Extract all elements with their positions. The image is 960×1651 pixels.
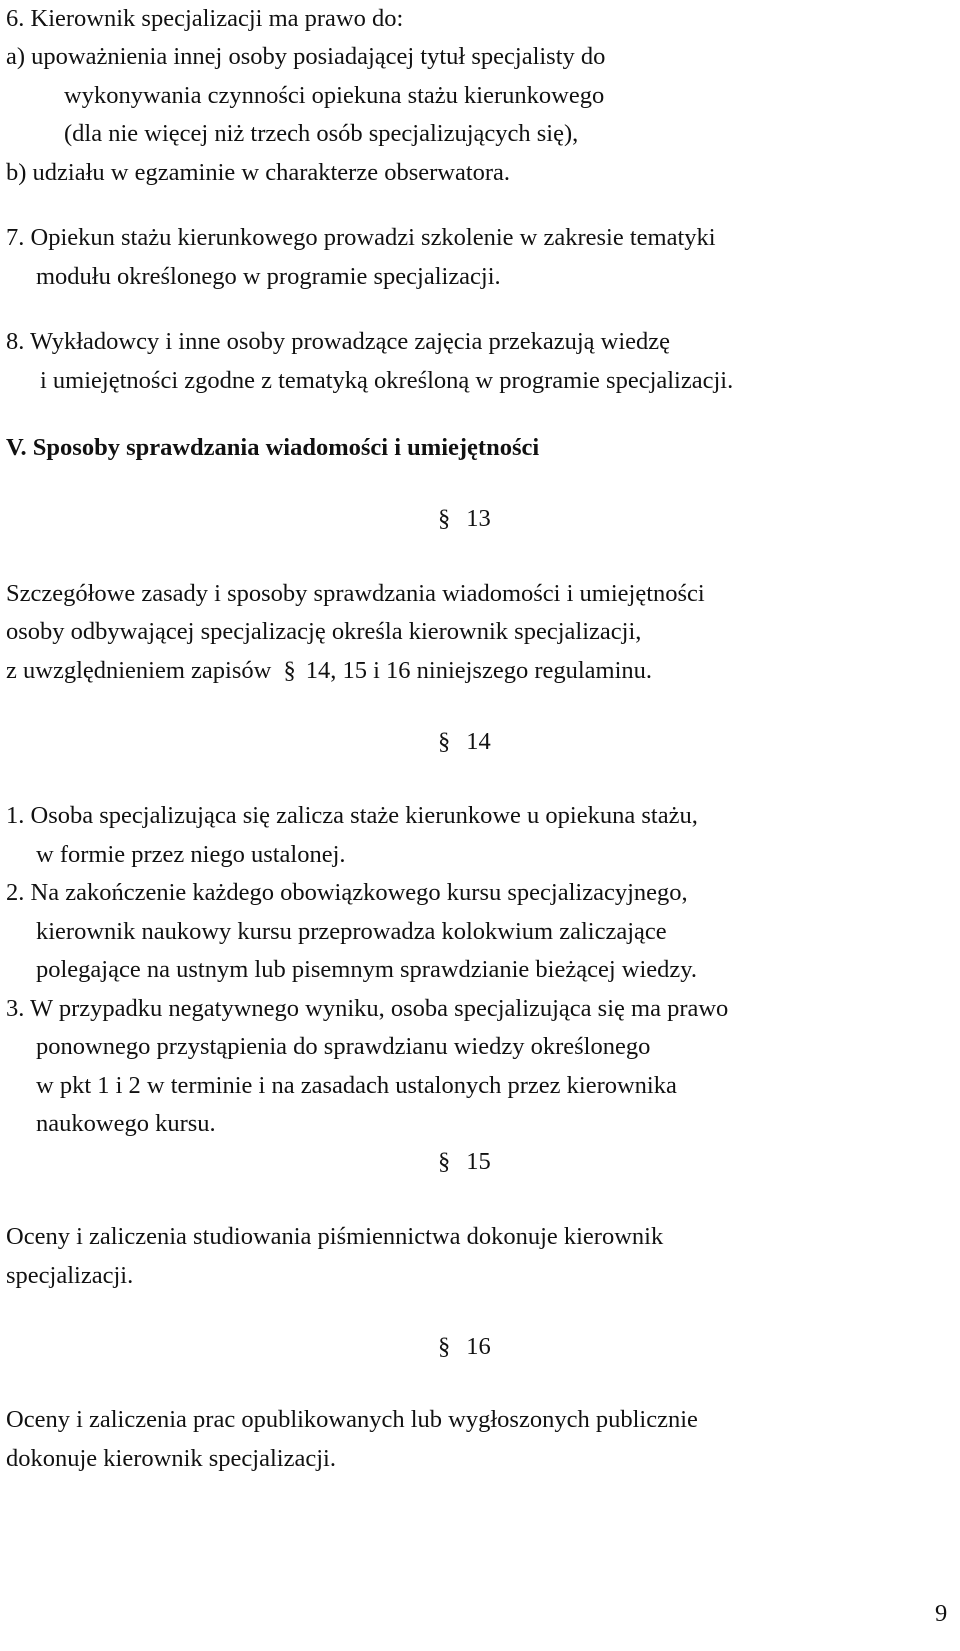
item-6a-line-1: a) upoważnienia innej osoby posiadającej tytuł specjalisty do bbox=[6, 43, 606, 70]
section-14-heading bbox=[438, 723, 491, 761]
item-6a-line-3: (dla nie więcej niż trzech osób specjalizujących się), bbox=[64, 120, 579, 147]
section-15-heading bbox=[438, 1143, 491, 1181]
section-15-line-2: specjalizacji. bbox=[6, 1262, 134, 1289]
item-8-line-2: i umiejętności zgodne z tematyką określoną w programie specjalizacji. bbox=[40, 367, 734, 394]
section-13-line-1: Szczegółowe zasady i sposoby sprawdzania wiadomości i umiejętności bbox=[6, 580, 705, 607]
section-14-point-2-line-1: 2. Na zakończenie każdego obowiązkowego kursu specjalizacyjnego, bbox=[6, 879, 688, 906]
section-16-heading bbox=[438, 1328, 491, 1366]
section-14-point-1-line-1: 1. Osoba specjalizująca się zalicza staże kierunkowe u opiekuna stażu, bbox=[6, 802, 698, 829]
item-6-line-1: 6. Kierownik specjalizacji ma prawo do: bbox=[6, 5, 404, 32]
item-7-line-1: 7. Opiekun stażu kierunkowego prowadzi szkolenie w zakresie tematyki bbox=[6, 224, 716, 251]
page-number: 9 bbox=[935, 1600, 948, 1627]
item-8-line-1: 8. Wykładowcy i inne osoby prowadzące zajęcia przekazują wiedzę bbox=[6, 328, 671, 355]
section-symbol: § bbox=[438, 1148, 451, 1175]
section-15-line-1: Oceny i zaliczenia studiowania piśmiennictwa dokonuje kierownik bbox=[6, 1223, 664, 1250]
chapter-heading: V. Sposoby sprawdzania wiadomości i umiejętności bbox=[6, 434, 540, 461]
section-14-point-2-line-2: kierownik naukowy kursu przeprowadza kolokwium zaliczające bbox=[36, 918, 667, 945]
section-number: 14 bbox=[466, 728, 491, 755]
section-number: 15 bbox=[466, 1148, 491, 1175]
section-16-line-2: dokonuje kierownik specjalizacji. bbox=[6, 1445, 336, 1472]
item-6a-line-2: wykonywania czynności opiekuna stażu kierunkowego bbox=[64, 82, 605, 109]
item-7-line-2: modułu określonego w programie specjalizacji. bbox=[36, 263, 501, 290]
section-13-line-3 bbox=[6, 652, 652, 690]
section-13-line-3-end: 14, 15 i 16 niniejszego regulaminu. bbox=[305, 657, 653, 684]
section-13-line-2: osoby odbywającej specjalizację określa kierownik specjalizacji, bbox=[6, 618, 642, 645]
item-6b-line-1: b) udziału w egzaminie w charakterze obserwatora. bbox=[6, 159, 511, 186]
section-13-line-3-start: z uwzględnieniem zapisów bbox=[6, 657, 272, 684]
section-14-point-1-line-2: w formie przez niego ustalonej. bbox=[36, 841, 346, 868]
section-symbol: § bbox=[283, 657, 296, 684]
section-16-line-1: Oceny i zaliczenia prac opublikowanych lub wygłoszonych publicznie bbox=[6, 1406, 698, 1433]
section-symbol: § bbox=[438, 1333, 451, 1360]
section-14-point-3-line-1: 3. W przypadku negatywnego wyniku, osoba specjalizująca się ma prawo bbox=[6, 995, 729, 1022]
section-14-point-3-line-2: ponownego przystąpienia do sprawdzianu wiedzy określonego bbox=[36, 1033, 651, 1060]
section-symbol: § bbox=[438, 505, 451, 532]
section-14-point-2-line-3: polegające na ustnym lub pisemnym sprawdzianie bieżącej wiedzy. bbox=[36, 956, 698, 983]
section-number: 13 bbox=[466, 505, 491, 532]
section-symbol: § bbox=[438, 728, 451, 755]
section-14-point-3-line-4: naukowego kursu. bbox=[36, 1110, 216, 1137]
section-14-point-3-line-3: w pkt 1 i 2 w terminie i na zasadach ustalonych przez kierownika bbox=[36, 1072, 677, 1099]
section-13-heading bbox=[438, 500, 491, 538]
section-number: 16 bbox=[466, 1333, 491, 1360]
